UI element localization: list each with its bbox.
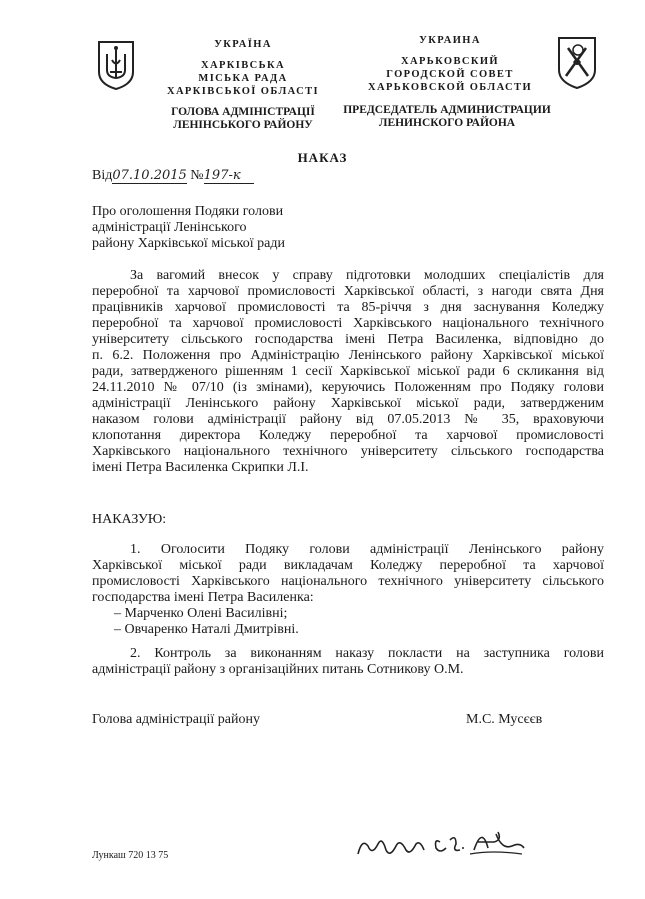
recipient-1: – Марченко Олені Василівні; <box>114 606 288 621</box>
signature-title: Голова адміністрації району <box>92 712 260 727</box>
item-2: 2. Контроль за виконанням наказу покласти на заступника голови адміністрації району з організаційних питань Сотникову О.М. <box>92 646 604 677</box>
org-line-3-ru: ХАРЬКОВСКОЙ ОБЛАСТИ <box>367 82 533 93</box>
country-ua: УКРАЇНА <box>214 39 272 50</box>
city-coat-of-arms-icon <box>556 36 598 90</box>
document-type: НАКАЗ <box>297 150 348 165</box>
number-prefix: № <box>190 168 204 183</box>
date-value: 07.10.2015 <box>112 168 187 183</box>
date-prefix: Від <box>92 168 113 183</box>
item-1: 1. Оголосити Подяку голови адміністрації Ленінського району Харківської міської ради викладачам Коледжу переробної та харчової промисловості Харківського національного технічного університету сільського господарства імені Петра Василенка: – Марченко Олені Василівні; – Овчаренко Наталі Дмитрівні. <box>92 542 604 637</box>
footer-note: Лункаш 720 13 75 <box>92 850 169 861</box>
org-line-1: ХАРКІВСЬКА <box>200 60 285 71</box>
org-line-2-ru: ГОРОДСКОЙ СОВЕТ <box>386 69 514 80</box>
preamble: За вагомий внесок у справу підготовки молодших спеціалістів для переробної та харчової промисловості Харківської області, з нагоди свята Дня працівників харчової промисловості та 85-річчя з дня заснування Коледжу переробної та харчової промисловості Харківського національного технічного університету сільського господарства імені Петра Василенка, відповідно до п. 6.2. Положення про Адміністрацію Ленінського району Харківської міської ради, затвердженого рішенням 1 сесії Харківської міської ради 6 скликання від 24.11.2010 № 07/10 (із змінами), керуючись Положенням про Подяку голови адміністрації Ленінського району Харківської міської ради, затвердженим наказом голови адміністрації району від 07.05.2013 № 35, враховуючи клопотання директора Коледжу переробної та харчової промисловості Харківського національного технічного університету сільського господарства імені Петра Василенка Скрипки Л.І. <box>92 268 604 475</box>
header-left-head: ГОЛОВА АДМІНІСТРАЦІЇ ЛЕНІНСЬКОГО РАЙОНУ <box>171 106 315 131</box>
date-number-line <box>92 168 254 184</box>
handwritten-signature <box>352 820 532 870</box>
header-left <box>158 38 328 98</box>
number-value: 197-к <box>204 168 254 184</box>
country-ru: УКРАИНА <box>419 35 481 46</box>
recipient-2: – Овчаренко Наталі Дмитрівні. <box>114 622 299 637</box>
org-line-1-ru: ХАРЬКОВСКИЙ <box>401 56 499 67</box>
org-line-3: ХАРКІВСЬКОЇ ОБЛАСТІ <box>166 86 320 97</box>
header-right-head: ПРЕДСЕДАТЕЛЬ АДМИНИСТРАЦИИ ЛЕНИНСКОГО РАЙОНА <box>343 104 551 129</box>
signature-name: М.С. Мусєєв <box>466 712 543 727</box>
order-word: НАКАЗУЮ: <box>92 512 167 527</box>
org-line-2: МІСЬКА РАДА <box>198 73 288 84</box>
subject: Про оголошення Подяки голови адміністрації Ленінського району Харківської міської ради <box>92 204 285 251</box>
header-right <box>360 34 540 94</box>
trident-emblem-icon <box>96 40 136 90</box>
